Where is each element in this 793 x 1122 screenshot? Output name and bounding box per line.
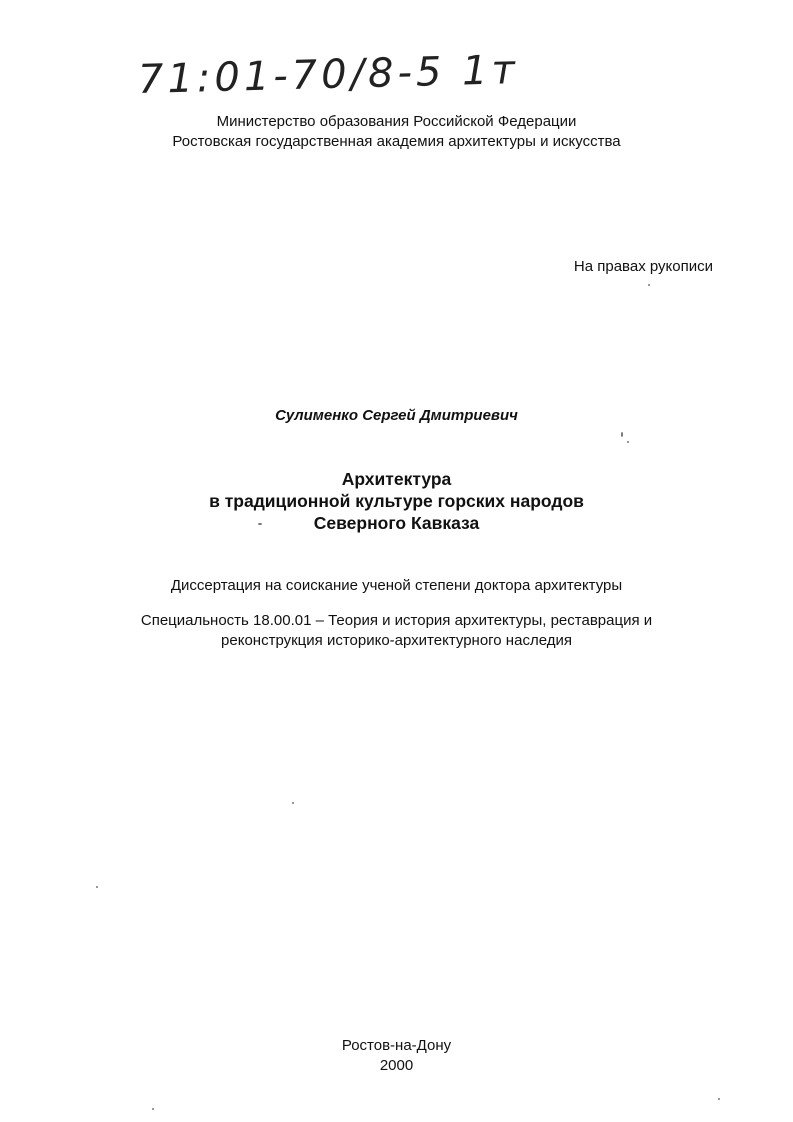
title-line-1: Архитектура [341, 469, 452, 489]
scan-speck [718, 1098, 720, 1100]
ministry-line: Министерство образования Российской Федерации [216, 113, 577, 130]
scan-speck [292, 802, 294, 804]
city: Ростов-на-Дону [341, 1037, 452, 1054]
author-name: Сулименко Сергей Дмитриевич [275, 407, 518, 424]
handwritten-archive-code: 71:01-70/8-5 1т [137, 47, 520, 103]
manuscript-rights-note: На правах рукописи [573, 258, 713, 275]
title-line-3: Северного Кавказа [313, 513, 480, 533]
scan-speck [96, 886, 98, 888]
place-and-year [0, 1036, 793, 1076]
scan-speck [627, 441, 629, 443]
title-line-2: в традиционной культуре горских народов [209, 491, 584, 511]
scan-speck [621, 432, 623, 437]
specialty [0, 611, 793, 651]
scan-speck [258, 523, 262, 525]
year: 2000 [379, 1057, 414, 1074]
scan-speck [648, 284, 650, 286]
dissertation-type: Диссертация на соискание ученой степени доктора архитектуры [170, 577, 623, 594]
scan-speck [152, 1108, 154, 1110]
academy-line: Ростовская государственная академия архитектуры и искусства [172, 133, 621, 150]
specialty-line-1: Специальность 18.00.01 – Теория и история архитектуры, реставрация и [140, 612, 653, 629]
specialty-line-2: реконструкция историко-архитектурного наследия [221, 632, 572, 649]
dissertation-title [0, 468, 793, 534]
institution-header [0, 112, 793, 152]
